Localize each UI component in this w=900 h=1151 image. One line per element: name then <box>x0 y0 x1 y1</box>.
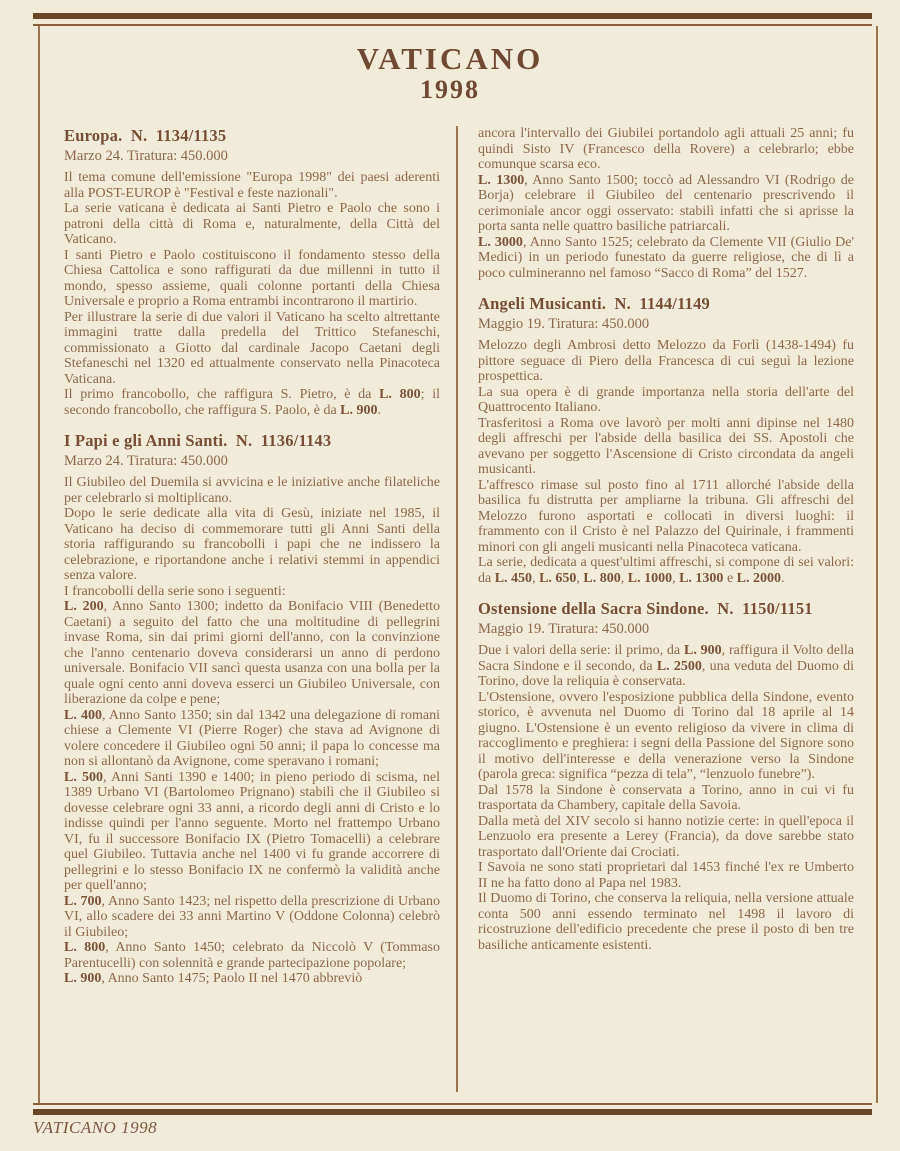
bottom-rule-thick <box>33 1109 872 1115</box>
paragraph: Dal 1578 la Sindone è conservata a Torino, anno in cui vi fu trasportata da Chambery, capitale della Savoia. <box>478 782 854 813</box>
paragraph: Due i valori della serie: il primo, da L. 900, raffigura il Volto della Sacra Sindone e il secondo, da L. 2500, una veduta del Duomo di Torino, dove la reliquia è conservata. <box>478 643 855 689</box>
lire-value: L. 700 <box>64 893 102 909</box>
lire-value: L. 800 <box>379 387 421 402</box>
section-subheading: Maggio 19. Tiratura: 450.000 <box>478 621 650 637</box>
paragraph: I francobolli della serie sono i seguenti: <box>64 583 286 599</box>
paragraph: L. 400, Anno Santo 1350; sin dal 1342 una delegazione di romani chiese a Clemente VI (Pierre Roger) che stava ad Avignone di volere concedere il Giubileo ogni 50 anni; il papa lo concesse ma non si allontanò da Avignone, come speravano i romani; <box>64 707 440 769</box>
paragraph: La serie vaticana è dedicata ai Santi Pietro e Paolo che sono i patroni della città di Roma e, naturalmente, della Città del Vaticano. <box>64 201 440 247</box>
paragraph: Dopo le serie dedicate alla vita di Gesù, iniziate nel 1985, il Vaticano ha deciso di commemorare tutti gli Anni Santi della storia raffigurando su francobolli i papi che ne indissero la celebrazione, e riportandone anche i relativi stemmi in appendici senza valore. <box>64 506 440 583</box>
column-right <box>478 126 854 987</box>
paragraph: L. 3000, Anno Santo 1525; celebrato da Clemente VII (Giulio De' Medici) in un periodo funestato da guerre religiose, che di lì a poco culmineranno nel famoso “Sacco di Roma” del 1527. <box>478 234 854 281</box>
page-year: 1998 <box>420 75 480 104</box>
paragraph: L. 200, Anno Santo 1300; indetto da Bonifacio VIII (Benedetto Caetani) a seguito del fatto che una moltitudine di pellegrini invase Roma, sin dai primi giorni dell'anno, con la convinzione che l'anno centenario doveva considerarsi un anno di perdono universale. Bonifacio VII sancì questa usanza con una bolla per la quale ogni cento anni doveva esserci un Giubileo Universale, con liberazione da colpe e pene; <box>64 599 441 707</box>
lire-value: L. 800 <box>64 940 106 955</box>
lire-value: L. 500 <box>64 769 104 785</box>
section-heading: Europa. N. 1134/1135 <box>64 126 227 145</box>
lire-value: L. 900 <box>683 643 722 658</box>
section-heading: I Papi e gli Anni Santi. N. 1136/1143 <box>64 431 332 450</box>
page-header <box>0 42 900 104</box>
lire-value: L. 2500 <box>656 658 702 674</box>
lire-value: L. 900 <box>340 402 378 418</box>
lire-value: L. 1000 <box>627 570 673 586</box>
paragraph: L. 900, Anno Santo 1475; Paolo II nel 1470 abbreviò <box>64 971 363 986</box>
paragraph: L. 800, Anno Santo 1450; celebrato da Niccolò V (Tommaso Parentucelli) con solennità e grande partecipazione popolare; <box>64 940 440 971</box>
paragraph: L. 500, Anni Santi 1390 e 1400; in pieno periodo di scisma, nel 1389 Urbano VI (Bartolomeo Prignano) stabilì che il Giubileo si dovesse celebrare ogni 33 anni, a ricordo degli anni di Cristo e lo indisse quindi per l'anno seguente. Morto nel frattempo Urbano VI, fu il successore Bonifacio IX (Pietro Tomacelli) a celebrare quel Giubileo. Tuttavia anche nel 1400 vi fu grande accorrere di pellegrini e lo stesso Bonifacio IX ne confermò la validità anche per quell'anno; <box>64 769 441 893</box>
section-subheading: Marzo 24. Tiratura: 450.000 <box>64 148 228 164</box>
left-border-line <box>38 26 40 1103</box>
lire-value: L. 650 <box>539 570 577 586</box>
column-left <box>64 126 440 987</box>
lire-value: L. 200 <box>64 599 104 614</box>
lire-value: L. 900 <box>64 971 102 986</box>
paragraph: I santi Pietro e Paolo costituiscono il fondamento stesso della Chiesa Cattolica e sono raffigurati da due millenni in tutto il mondo, spesso assieme, quali colonne portanti della Chiesa Universale e proprio a Roma entrambi incontrarono il martirio. <box>64 247 440 309</box>
paragraph: L'affresco rimase sul posto fino al 1711 allorché l'abside della basilica fu distrutta per ampliarne la tribuna. Gli affreschi del Melozzo furono asportati e collocati in diversi luoghi: il frammento con il Cristo è nel Palazzo del Quirinale, i frammenti minori con gli angeli musicanti nella Pinacoteca vaticana. <box>478 477 854 555</box>
bottom-rule-thin <box>33 1103 872 1105</box>
paragraph: Melozzo degli Ambrosi detto Melozzo da Forlì (1438-1494) fu pittore seguace di Piero della Francesca di cui seguì la lezione prospettica. <box>478 338 854 384</box>
lire-value: L. 450 <box>494 570 533 586</box>
section-subheading: Marzo 24. Tiratura: 450.000 <box>64 453 228 469</box>
right-border-line <box>876 26 878 1103</box>
paragraph: Il tema comune dell'emissione "Europa 1998" dei paesi aderenti alla POST-EUROP è "Festival e feste nazionali". <box>64 170 440 201</box>
section-heading: Ostensione della Sacra Sindone. N. 1150/1151 <box>478 599 813 618</box>
paragraph: Per illustrare la serie di due valori il Vaticano ha scelto altrettante immagini tratte dalla predella del Trittico Stefaneschi, commissionato a Giotto dal cardinale Jacopo Caetani degli Stefaneschi nel 1320 ed attualmente conservato nella Pinacoteca Vaticana. <box>64 309 440 387</box>
page-title: VATICANO <box>356 41 544 76</box>
lire-value: L. 1300 <box>679 570 724 586</box>
section-heading: Angeli Musicanti. N. 1144/1149 <box>478 294 710 313</box>
lire-value: L. 400 <box>64 707 102 723</box>
paragraph: I Savoia ne sono stati proprietari dal 1453 finché l'ex re Umberto II ne ha fatto dono al Papa nel 1983. <box>478 860 854 891</box>
paragraph: L. 700, Anno Santo 1423; nel rispetto della prescrizione di Urbano VI, allo scadere dei 33 anni Martino V (Oddone Colonna) celebrò il Giubileo; <box>64 893 440 940</box>
lire-value: L. 1300 <box>478 172 525 188</box>
lire-value: L. 2000 <box>736 570 781 586</box>
footer-caption: VATICANO 1998 <box>33 1118 158 1137</box>
paragraph: L'Ostensione, ovvero l'esposizione pubblica della Sindone, evento storico, è avvenuta nel Duomo di Torino dal 18 aprile al 14 giugno. L'Ostensione è un evento religioso da vivere in clima di raccoglimento e preghiera: i segni della Passione del Signore sono il motivo dell'interesse e della venerazione verso la Sindone (parola greca: significa “pezza di tela”, “lenzuolo funebre”). <box>478 689 854 782</box>
lire-value: L. 3000 <box>478 234 523 250</box>
paragraph: La serie, dedicata a quest'ultimi affreschi, si compone di sei valori: da L. 450, L. 650, L. 800, L. 1000, L. 1300 e L. 2000. <box>478 555 854 586</box>
paragraph: La sua opera è di grande importanza nella storia dell'arte del Quattrocento Italiano. <box>478 384 854 415</box>
paragraph: Il Duomo di Torino, che conserva la reliquia, nella versione attuale conta 500 anni essendo terminato nel 1498 il lavoro di ricostruzione dell'edificio precedente che prese il posto di ben tre basiliche anticamente esistenti. <box>478 891 854 953</box>
section-subheading: Maggio 19. Tiratura: 450.000 <box>478 316 650 332</box>
paragraph: Il Giubileo del Duemila si avvicina e le iniziative anche filateliche per celebrarlo si moltiplicano. <box>64 475 440 506</box>
column-divider-line <box>456 126 458 1092</box>
top-rule-thin <box>33 24 872 26</box>
paragraph: Dalla metà del XIV secolo si hanno notizie certe: in quell'epoca il Lenzuolo era presente a Lerey (Francia), da dove sarebbe stato trasportato dall'Oriente dai Crociati. <box>478 813 854 860</box>
top-rule-thick <box>33 13 872 19</box>
paragraph: L. 1300, Anno Santo 1500; toccò ad Alessandro VI (Rodrigo de Borja) celebrare il Giubileo del centenario prescrivendo il cerimoniale ancor oggi osservato: stabilì infatti che si aprisse la porta santa nelle quattro basiliche patriarcali. <box>478 172 855 234</box>
lire-value: L. 800 <box>583 570 621 586</box>
article-content <box>64 126 854 987</box>
paragraph: ancora l'intervallo dei Giubilei portandolo agli attuali 25 anni; fu quindi Sisto IV (Francesco della Rovere) a celebrarlo; ebbe comunque scarsa eco. <box>478 126 854 172</box>
paragraph: Il primo francobollo, che raffigura S. Pietro, è da L. 800; il secondo francobollo, che raffigura S. Paolo, è da L. 900. <box>64 387 441 418</box>
paragraph: Trasferitosi a Roma ove lavorò per molti anni dipinse nel 1480 degli affreschi per l'abside della basilica dei SS. Apostoli che avevano per soggetto l'Ascensione di Cristo circondata da angeli musicanti. <box>478 415 854 477</box>
